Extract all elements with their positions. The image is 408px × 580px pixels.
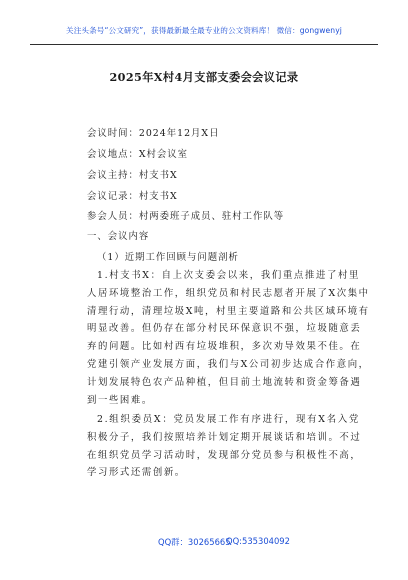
subsection-heading: （1）近期工作回顾与问题剖析 bbox=[97, 252, 239, 263]
header-promo-note: 关注头条号“公文研究”，获得最新最全最专业的公文资料库！ 微信：gongwenyj bbox=[66, 26, 342, 35]
paragraph-line: 到一些困难。 bbox=[87, 394, 153, 406]
meeting-time: 会议时间：2024年12月X日 bbox=[87, 128, 220, 139]
paragraph-line: 积极分子，我们按照培养计划定期开展谈话和培训。不过 bbox=[87, 431, 362, 443]
header-divider bbox=[30, 44, 378, 45]
paragraph-line: 清理行动，清理垃圾X吨，村里主要道路和公共区域环境有 bbox=[87, 305, 370, 317]
footer-qq-group: QQ群：30265665 bbox=[158, 537, 231, 547]
paragraph-line: 明显改善。但仍存在部分村民环保意识不强，垃圾随意丢 bbox=[87, 323, 362, 335]
paragraph-line: 弃的问题。比如村西有垃圾堆积，多次劝导效果不佳。在 bbox=[87, 341, 362, 353]
paragraph-line: 计划发展特色农产品种植，但目前土地流转和资金筹备遇 bbox=[87, 376, 362, 388]
paragraph-line: 在组织党员学习活动时，发现部分党员参与积极性不高， bbox=[87, 449, 362, 461]
paragraph-line: 学习形式还需创新。 bbox=[87, 467, 186, 479]
paragraph-organization-report bbox=[87, 411, 360, 482]
paragraph-line: 党建引领产业发展方面，我们与X公司初步达成合作意向， bbox=[87, 358, 370, 370]
meeting-attendees: 参会人员：村两委班子成员、驻村工作队等 bbox=[87, 211, 285, 222]
meeting-host: 会议主持：村支书X bbox=[87, 170, 178, 181]
footer-qq-contact: QQ:535304092 bbox=[226, 536, 290, 546]
paragraph-line: 1.村支书X：自上次支委会以来，我们重点推进了村里 bbox=[97, 270, 360, 281]
paragraph-secretary-report bbox=[87, 267, 370, 409]
section-heading: 一、会议内容 bbox=[87, 231, 150, 242]
paragraph-line: 人居环境整治工作，组织党员和村民志愿者开展了X次集中 bbox=[87, 287, 370, 299]
paragraph-line: 2.组织委员X：党员发展工作有序进行，现有X名入党 bbox=[97, 414, 360, 425]
meeting-place: 会议地点：X村会议室 bbox=[87, 149, 189, 160]
document-title: 2025年X村4月支部支委会会议记录 bbox=[109, 70, 299, 84]
meeting-recorder: 会议记录：村支书X bbox=[87, 191, 178, 202]
